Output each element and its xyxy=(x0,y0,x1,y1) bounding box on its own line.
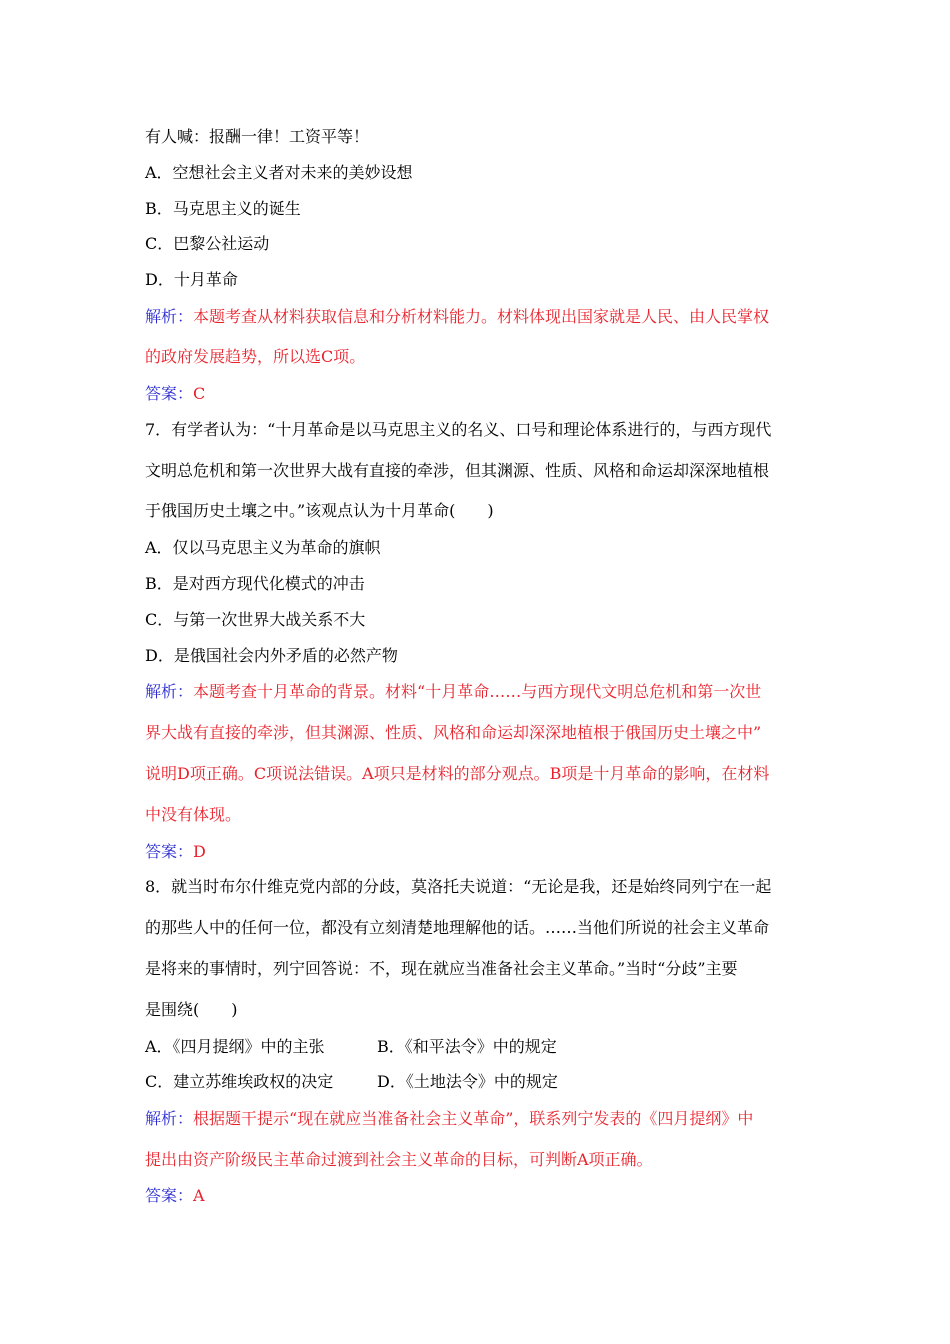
q8-option-d: D．《土地法令》中的规定 xyxy=(377,1072,558,1091)
q6-answer-label: 答案： xyxy=(145,384,194,403)
q7-answer xyxy=(145,841,815,863)
q6-answer xyxy=(145,383,815,405)
q7-analysis-label: 解析： xyxy=(145,682,194,701)
q6-answer-value: C xyxy=(193,384,206,403)
q8-option-a: A．《四月提纲》中的主张 xyxy=(145,1037,325,1056)
q8-option-row-1 xyxy=(145,1036,557,1058)
q8-analysis-line-1 xyxy=(145,1108,815,1130)
q6-stem-end: 有人喊：报酬一律！工资平等！ xyxy=(145,127,370,146)
q8-answer-value: A xyxy=(193,1186,205,1205)
q6-option-d: D．十月革命 xyxy=(145,270,238,289)
q8-analysis-text-1: 根据题干提示“现在就应当准备社会主义革命”，联系列宁发表的《四月提纲》中 xyxy=(193,1109,754,1128)
q7-analysis-text-1: 本题考查十月革命的背景。材料“十月革命……与西方现代文明总危机和第一次世 xyxy=(193,682,762,701)
q8-stem-line-4: 是围绕( ) xyxy=(145,1000,238,1019)
q8-analysis-label: 解析： xyxy=(145,1109,194,1128)
q6-analysis-text-1: 本题考查从材料获取信息和分析材料能力。材料体现出国家就是人民、由人民掌权 xyxy=(193,307,770,326)
q7-stem-line-2: 文明总危机和第一次世界大战有直接的牵涉，但其渊源、性质、风格和命运却深深地植根 xyxy=(145,461,770,480)
q6-option-b: B．马克思主义的诞生 xyxy=(145,199,301,218)
q8-option-row-2 xyxy=(145,1071,558,1093)
q6-option-a: A．空想社会主义者对未来的美妙设想 xyxy=(145,163,413,182)
q7-option-b: B．是对西方现代化模式的冲击 xyxy=(145,574,365,593)
q8-stem-line-2: 的那些人中的任何一位，都没有立刻清楚地理解他的话。……当他们所说的社会主义革命 xyxy=(145,918,770,937)
q8-option-c: C．建立苏维埃政权的决定 xyxy=(145,1072,334,1091)
q8-analysis-line-2: 提出由资产阶级民主革命过渡到社会主义革命的目标，可判断A项正确。 xyxy=(145,1150,653,1169)
q7-analysis-line-3: 说明D项正确。C项说法错误。A项只是材料的部分观点。B项是十月革命的影响，在材料 xyxy=(145,764,770,783)
q8-answer xyxy=(145,1185,815,1207)
q8-stem-line-1: 8．就当时布尔什维克党内部的分歧，莫洛托夫说道：“无论是我，还是始终同列宁在一起 xyxy=(145,877,772,896)
q7-option-c: C．与第一次世界大战关系不大 xyxy=(145,610,366,629)
q7-option-d: D．是俄国社会内外矛盾的必然产物 xyxy=(145,646,398,665)
q8-stem-line-3: 是将来的事情时，列宁回答说：不，现在就应当准备社会主义革命。”当时“分歧”主要 xyxy=(145,959,738,978)
q7-answer-label: 答案： xyxy=(145,842,194,861)
q8-answer-label: 答案： xyxy=(145,1186,194,1205)
q8-option-b: B．《和平法令》中的规定 xyxy=(377,1037,557,1056)
q6-analysis-line-1 xyxy=(145,306,815,328)
q7-analysis-line-1 xyxy=(145,681,815,703)
q7-analysis-line-4: 中没有体现。 xyxy=(145,805,242,824)
q7-analysis-line-2: 界大战有直接的牵涉，但其渊源、性质、风格和命运却深深地植根于俄国历史土壤之中” xyxy=(145,723,762,742)
q7-stem-line-3: 于俄国历史土壤之中。”该观点认为十月革命( ) xyxy=(145,501,494,520)
q6-option-c: C．巴黎公社运动 xyxy=(145,234,270,253)
q7-answer-value: D xyxy=(193,842,206,861)
q6-analysis-line-2: 的政府发展趋势，所以选C项。 xyxy=(145,347,366,366)
q6-analysis-label: 解析： xyxy=(145,307,194,326)
q7-stem-line-1: 7．有学者认为：“十月革命是以马克思主义的名义、口号和理论体系进行的，与西方现代 xyxy=(145,420,772,439)
q7-option-a: A．仅以马克思主义为革命的旗帜 xyxy=(145,538,381,557)
